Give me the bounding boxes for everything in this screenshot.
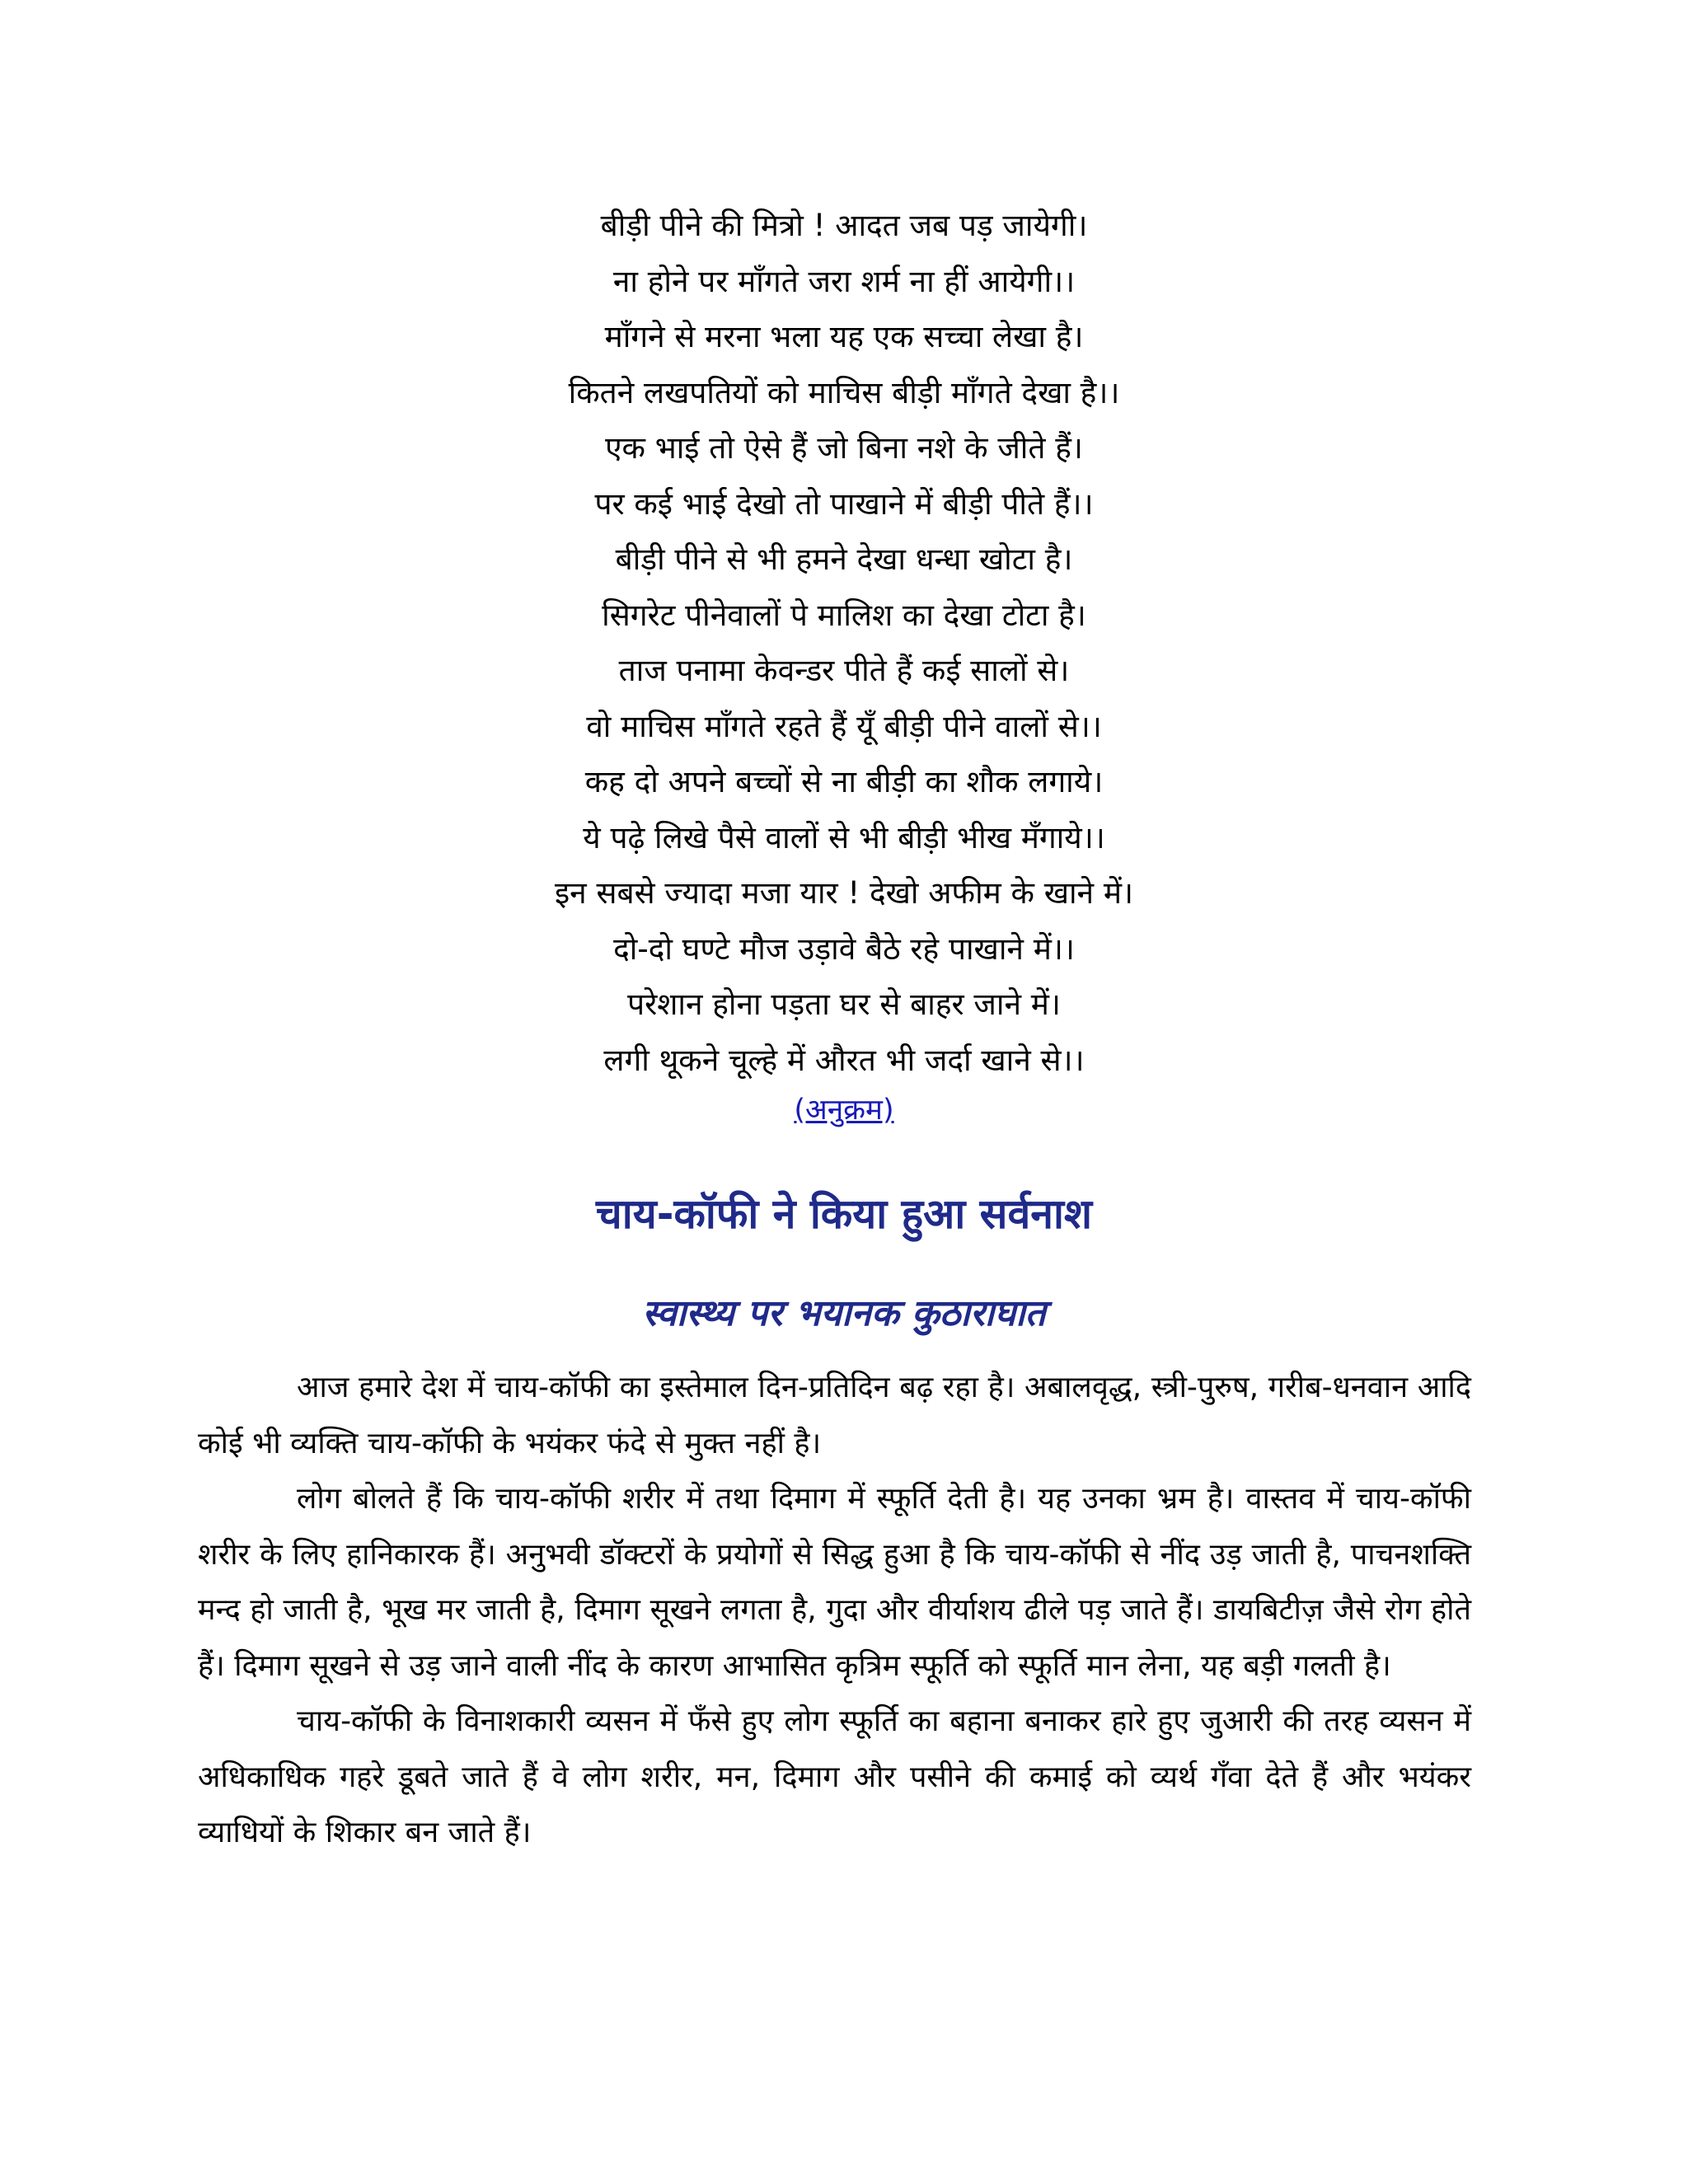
paragraph: चाय-कॉफी के विनाशकारी व्यसन में फँसे हुए लोग स्फूर्ति का बहाना बनाकर हारे हुए जुआरी की तरह व्यसन में अधिकाधिक गहरे डूबते जाते हैं वे लोग शरीर, मन, दिमाग और पसीने की कमाई को व्यर्थ गँवा देते हैं और भयंकर व्याधियों के शिकार बन जाते हैं। [198, 1704, 1471, 1849]
poem-line: वो माचिस माँगते रहते हैं यूँ बीड़ी पीने वालों से।। [586, 708, 1102, 744]
poem-line: परेशान होना पड़ता घर से बाहर जाने में। [627, 987, 1061, 1022]
poem-line: एक भाई तो ऐसे हैं जो बिना नशे के जीते हैं। [605, 430, 1083, 466]
body-text [198, 1360, 1471, 1861]
poem-line: कितने लखपतियों को माचिस बीड़ी माँगते देखा है।। [568, 374, 1120, 410]
poem-line: ये पढ़े लिखे पैसे वालों से भी बीड़ी भीख मँगाये।। [583, 819, 1105, 855]
poem [0, 198, 1688, 1088]
section-heading: चाय-कॉफी ने किया हुआ सर्वनाश [596, 1190, 1092, 1238]
section-subheading: स्वास्थ्य पर भयानक कुठाराघात [642, 1292, 1046, 1334]
poem-line: इन सबसे ज्यादा मजा यार ! देखो अफीम के खाने में। [554, 875, 1134, 911]
poem-line: ना होने पर माँगते जरा शर्म ना हीं आयेगी।। [612, 263, 1076, 299]
index-link[interactable]: (अनुक्रम) [794, 1094, 894, 1127]
poem-line: कह दो अपने बच्चों से ना बीड़ी का शौक लगाये। [584, 764, 1104, 799]
poem-line: ताज पनामा केवन्डर पीते हैं कई सालों से। [618, 653, 1070, 688]
poem-line: दो-दो घण्टे मौज उड़ावे बैठे रहे पाखाने में।। [613, 930, 1075, 967]
poem-line: पर कई भाई देखो तो पाखाने में बीड़ी पीते हैं।। [594, 485, 1094, 522]
poem-line: सिगरेट पीनेवालों पे मालिश का देखा टोटा है। [602, 597, 1086, 633]
poem-line: बीड़ी पीने की मित्रो ! आदत जब पड़ जायेगी। [600, 208, 1088, 243]
paragraph: आज हमारे देश में चाय-कॉफी का इस्तेमाल दिन-प्रतिदिन बढ़ रहा है। अबालवृद्ध, स्त्री-पुरुष, गरीब-धनवान आदि कोई भी व्यक्ति चाय-कॉफी के भयंकर फंदे से मुक्त नहीं है। [198, 1371, 1471, 1460]
poem-line: बीड़ी पीने से भी हमने देखा धन्धा खोटा है। [615, 541, 1073, 577]
paragraph: लोग बोलते हैं कि चाय-कॉफी शरीर में तथा दिमाग में स्फूर्ति देती है। यह उनका भ्रम है। वास्तव में चाय-कॉफी शरीर के लिए हानिकारक हैं। अनुभवी डॉक्टरों के प्रयोगों से सिद्ध हुआ है कि चाय-कॉफी से नींद उड़ जाती है, पाचनशक्ति मन्द हो जाती है, भूख मर जाती है, दिमाग सूखने लगता है, गुदा और वीर्याशय ढीले पड़ जाते हैं। डायबिटीज़ जैसे रोग होते हैं। दिमाग सूखने से उड़ जाने वाली नींद के कारण आभासित कृत्रिम स्फूर्ति को स्फूर्ति मान लेना, यह बड़ी गलती है। [198, 1482, 1471, 1683]
index-link-container [0, 1090, 1688, 1131]
poem-line: लगी थूकने चूल्हे में औरत भी जर्दा खाने से।। [603, 1042, 1085, 1078]
poem-line: माँगने से मरना भला यह एक सच्चा लेखा है। [604, 319, 1084, 354]
